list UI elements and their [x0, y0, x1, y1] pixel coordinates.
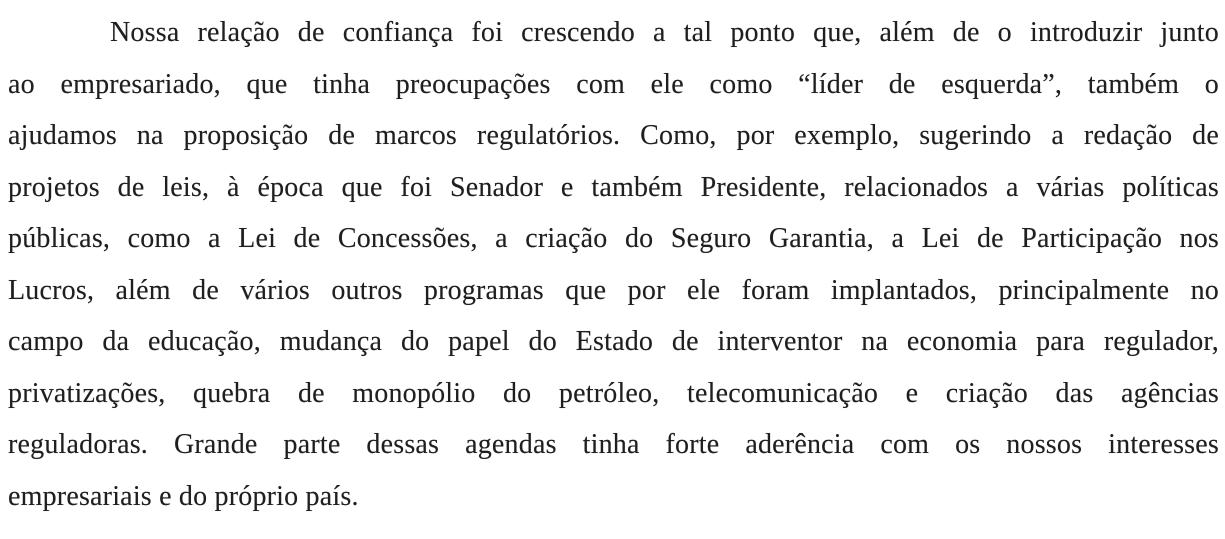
text-line: Nossa relação de confiança foi crescendo a tal ponto que, além de o introduzir junto — [110, 17, 1219, 48]
text-line: empresariais e do próprio país. — [8, 480, 359, 512]
text-line: privatizações, quebra de monopólio do petróleo, telecomunicação e criação das agências — [8, 377, 1219, 409]
text-line: públicas, como a Lei de Concessões, a criação do Seguro Garantia, a Lei de Participação nos — [8, 223, 1219, 254]
text-line: ajudamos na proposição de marcos regulatórios. Como, por exemplo, sugerindo a redação de — [8, 120, 1219, 151]
text-line: reguladoras. Grande parte dessas agendas tinha forte aderência com os nossos interesses — [8, 429, 1219, 460]
paragraph — [8, 7, 1219, 522]
text-line: projetos de leis, à época que foi Senador e também Presidente, relacionados a várias políticas — [8, 171, 1219, 203]
text-line: ao empresariado, que tinha preocupações com ele como “líder de esquerda”, também o — [8, 68, 1219, 100]
text-line: Lucros, além de vários outros programas que por ele foram implantados, principalmente no — [8, 274, 1219, 306]
text-line: campo da educação, mudança do papel do Estado de interventor na economia para regulador, — [8, 326, 1219, 357]
